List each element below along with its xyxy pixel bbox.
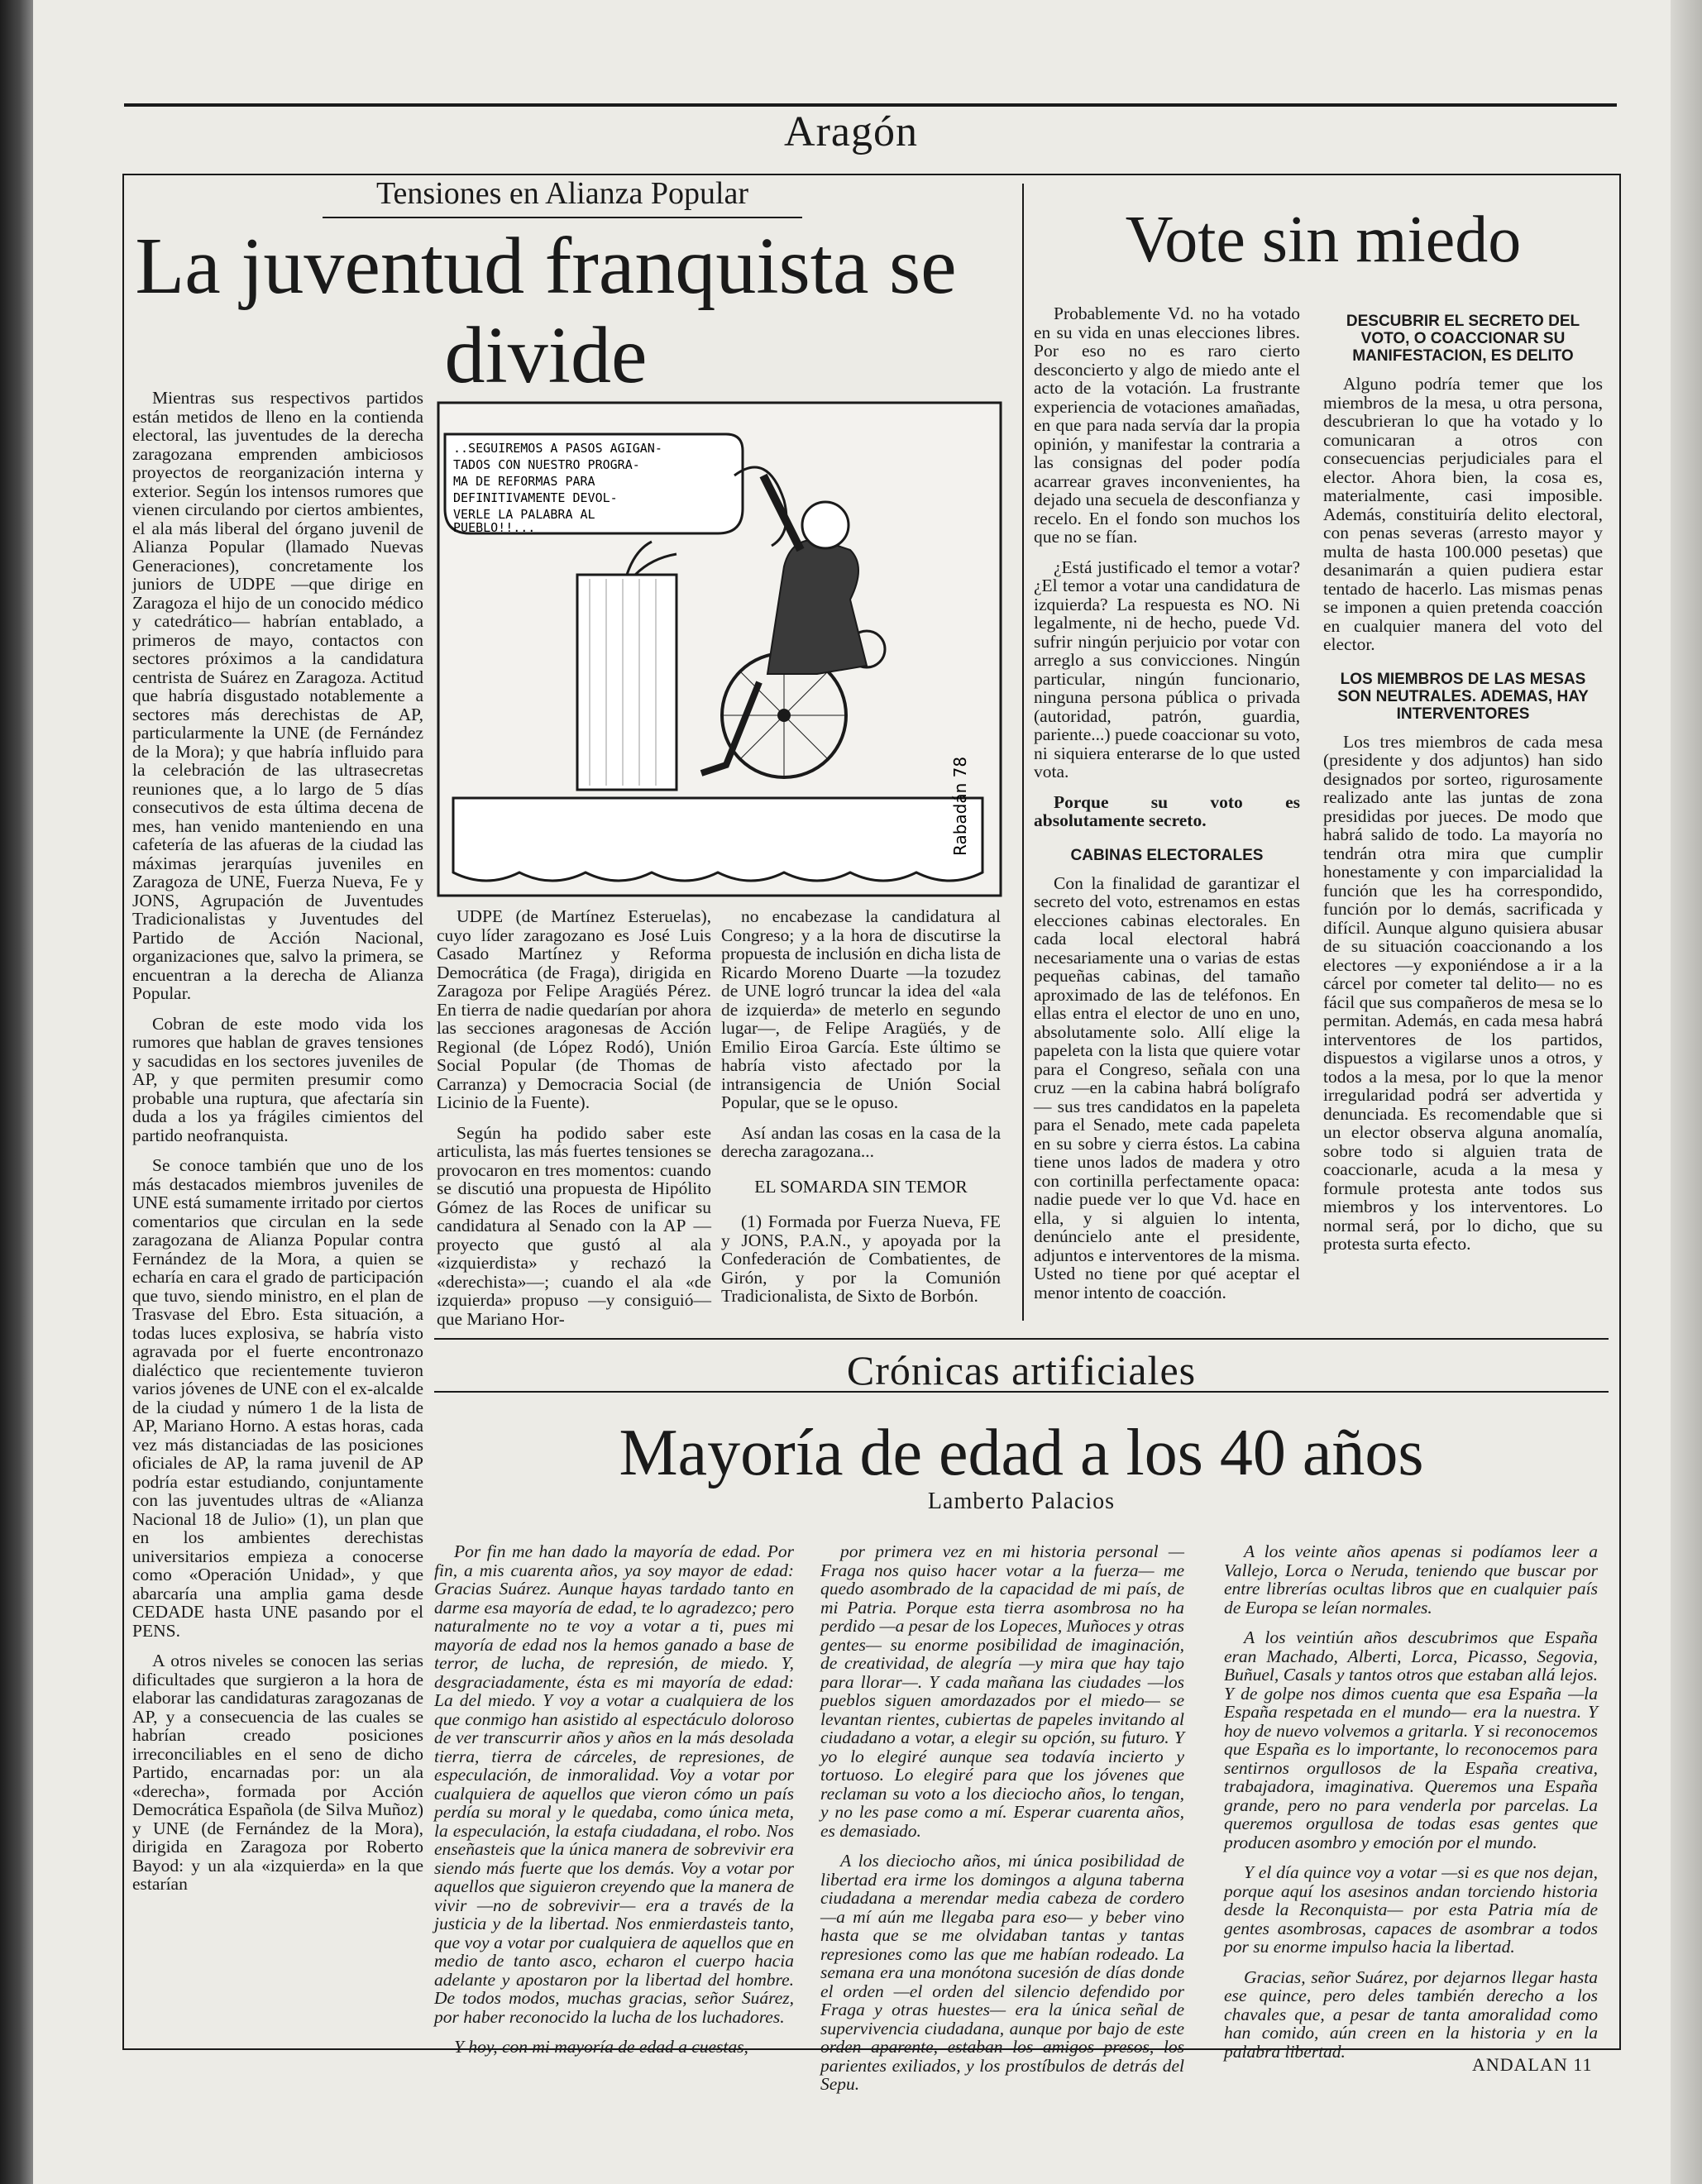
speech-line: TADOS CON NUESTRO PROGRA-: [453, 457, 640, 472]
speech-line: ..SEGUIREMOS A PASOS AGIGAN-: [453, 441, 662, 456]
paragraph: Gracias, señor Suárez, por dejarnos llegar hasta ese quince, pero deles también derecho a los chavales que, a pesar de tanta amoralidad como han comido, aún creen en la historia y en la palabra libertad.: [1224, 1967, 1598, 2062]
paragraph: A los veintiún años descubrimos que España eran Machado, Alberti, Lorca, Picasso, Segovia, Buñuel, Casals y tantos otros que estaban allá lejos. Y de golpe nos dimos cuenta que esa España —la España respetada en el mundo— era la nuestra. Y hoy de nuevo volvemos a gritarla. Y si reconocemos que España es lo importante, lo reconocemos para sentirnos orgullosos de la España creativa, trabajadora, imaginativa. Queremos una España grande, pero no para venderla por parcelas. La queremos orgullosa de todas esas gentes que producen asombro y emoción por el mundo.: [1224, 1627, 1598, 1852]
paragraph: Según ha podido saber este articulista, las más fuertes tensiones se provocaron en tres momentos: cuando se discutió una propuesta de Hipólito Gómez de las Roces de unificar su candidatura al Senado con la AP —proyecto que gustó al ala «izquierdista» y rechazó la «derechista»—; cuando el ala «de izquierda» propuso —y consiguió— que Mariano Hor-: [437, 1122, 711, 1329]
page-edge: [1671, 0, 1702, 2184]
article1-column-1: [132, 389, 423, 1905]
article1-footnote: (1) Formada por Fuerza Nueva, FE y JONS, P.A.N., y apoyada por la Confederación de Combatientes, de Girón, y por la Comunión Tradicionalista, de Sixto de Borbón.: [721, 1211, 1001, 1306]
paragraph: Y hoy, con mi mayoría de edad a cuestas,: [454, 2037, 748, 2057]
speech-line: DEFINITIVAMENTE DEVOL-: [453, 490, 618, 505]
paragraph: Con la finalidad de garantizar el secreto del voto, estrenamos en estas elecciones cabinas electorales. En cada local electoral habrá necesariamente una o varias de estas pequeñas cabinas, del tamaño aproximado de las de teléfonos. En ellas entra el elector de uno en uno, absolutamente solo. Allí elige la papeleta con la lista que quiere votar para el Congreso, señala con una cruz —en la cabina habrá bolígrafo— sus tres candidatos en la papeleta para el Senado, mete cada papeleta en su sobre y cierra éstos. La cabina tiene unos lados de madera y otro con cortinilla perfectamente opaca: nadie puede ver lo que Vd. hace en ella, y si alguien lo intenta, denúncielo ante el presidente, adjuntos e interventores de la misma. Usted no tiene por qué aceptar el menor intento de coacción.: [1034, 872, 1300, 1302]
subheading: CABINAS ELECTORALES: [1070, 846, 1264, 864]
article3-column-1: [434, 1542, 794, 2068]
column-separator: [1022, 184, 1024, 1321]
paragraph: A otros niveles se conocen las serias dificultades que surgieron a la hora de elaborar las candidaturas zaragozanas de AP, y a consecuencia de las cuales se habrían creado posiciones irreconciliables en el seno de dicho Partido, encarnadas por: un ala «derecha», formada por Acción Democrática Española (de Silva Muñoz) y UNE (de Fernández de la Mora), dirigida en Zaragoza por Roberto Bayod: y un ala «izquierda» en la que estarían: [132, 1651, 423, 1894]
paragraph: Y el día quince voy a votar —si es que nos dejan, porque aquí los asesinos andan torciendo historia desde la Reconquista— por esta Patria mía de gentes asombrosas, capaces de asombrar a todos por su enorme impulso hacia la libertad.: [1224, 1862, 1598, 1957]
paragraph: Por fin me han dado la mayoría de edad. Por fin, a mis cuarenta años, ya soy mayor de edad: Gracias Suárez. Aunque hayas tardado tanto en darme esa mayoría de edad, te lo agradezco; pero naturalmente no te voy a votar a ti, pues mi mayoría de edad nos la hemos ganado a base de terror, de lucha, de represión, de miedo. Y, desgraciadamente, ésta es mi mayoría de edad: La del miedo. Y voy a votar a cualquiera de los que conmigo han asistido al espectáculo doloroso de ver transcurrir años y años en la más desolada tierra, tierra de cárceles, de represiones, de especulación, de inmoralidad. Voy a votar por cualquiera de aquellos que vieron cómo un país perdía su moral y le quedaba, como única meta, la especulación, la estafa ciudadana, el robo. Nos enseñasteis que la única manera de sobrevivir era siendo más fuerte que los demás. Voy a votar por aquellos que siguieron creyendo que la manera de vivir —no de sobrevivir— era a través de la justicia y de la libertad. Nos enmierdasteis tanto, que voy a votar por cualquiera de aquellos que en medio de tanto asco, echaron el cuerpo hacia adelante y apostaron por la libertad del hombre. De todos modos, muchas gracias, señor Suárez, por haber reconocido la lucha de los luchadores.: [434, 1541, 794, 2027]
article1-signoff: EL SOMARDA SIN TEMOR: [754, 1176, 968, 1197]
page-footer: ANDALAN 11: [1472, 2054, 1593, 2075]
article2-column-1: [1034, 304, 1300, 1313]
article1-column-2: [437, 907, 711, 1340]
speech-line: VERLE LA PALABRA AL: [453, 507, 595, 522]
binding-edge: [0, 0, 33, 2184]
podium-icon: [577, 575, 676, 790]
paragraph: por primera vez en mi historia personal —Fraga nos quiso hacer votar a la fuerza— me quedo asombrado de la capacidad de mi país, de mi Patria. Porque esta tierra asombrosa no ha perdido —a pesar de los Lopeces, Muñoces y otras gentes— su enorme posibilidad de imaginación, de creatividad, de alegría —y mira que hay tajo para llorar—. Y cada mañana las ciudades —los pueblos siguen amordazados por el miedo— se levantan rientes, cubiertas de papeles invitando al ciudadano a votar, a elegir su opción, su futuro. Y yo lo elegiré aunque sea todavía incierto y tortuoso. Lo elegiré para que los jóvenes que reclaman su voto a los dieciocho años, lo tengan, y no les pase como a mí. Esperar cuarenta años, es demasiado.: [820, 1541, 1184, 1841]
article3-column-2: [820, 1542, 1184, 2105]
subheading: LOS MIEMBROS DE LAS MESAS SON NEUTRALES. ADEMAS, HAY INTERVENTORES: [1337, 670, 1589, 723]
article3-byline: Lamberto Palacios: [927, 1489, 1116, 1514]
paragraph: Se conoce también que uno de los más destacados miembros juveniles de UNE está sumamente irritado por ciertos comentarios que circulan en la sede zaragozana de Alianza Popular contra Fernández de la Mora, a quien se echaría en cara el grado de participación que tuvo, siendo ministro, en el plan de Trasvase del Ebro. Esta situación, a todas luces explosiva, se habría visto agravada por el fuerte encontronazo dialéctico que recientemente tuvieron varios jóvenes de UNE con el ex-alcalde de la ciudad y número 1 de la lista de AP, Mariano Horno. A estas horas, cada vez más distanciadas de las posiciones oficiales de AP, la rama juvenil de AP podría estar estudiando, conjuntamente con las juventudes ultras de «Alianza Nacional 18 de Julio» (1), un plan que en los ambientes derechistas universitarios empieza a conocerse como «Operación Unidad», y que abarcaría una amplia gama desde CEDADE hasta UNE pasando por el PENS.: [132, 1155, 423, 1641]
paragraph: Mientras sus respectivos partidos están metidos de lleno en la contienda electoral, las juventudes de la derecha zaragozana emprenden ambiciosos proyectos de reorganización interna y exterior. Según los intensos rumores que vienen circulando por ciertos ambientes, el ala más liberal del órgano juvenil de Alianza Popular (llamado Nuevas Generaciones), concretamente los juniors de UDPE —que dirige en Zaragoza el hijo de un conocido médico y catedrático— habrían entablado, a primeros de mayo, contactos con sectores próximos a la candidatura centrista de Suárez en Zaragoza. Actitud que habría disgustado notablemente a sectores más derechistas de AP, particularmente la UNE (de Fernández de la Mora); y que habría influido para la celebración de las ultrasecretas reuniones que, a lo largo de 5 días consecutivos de esta última decena de mes, han venido manteniendo en una cafetería de las afueras de la ciudad las máximas jerarquías juveniles en Zaragoza de UNE, Fuerza Nueva, Fe y JONS, Agrupación de Juventudes Tradicionalistas y Juventudes del Partido de Acción Nacional, organizaciones que, salvo la primera, se encuentran a la derecha de Alianza Popular.: [132, 388, 423, 1003]
paragraph: Los tres miembros de cada mesa (presidente y dos adjuntos) han sido designados por sorteo, rigurosamente realizado ante las juntas de zona presididas por jueces. De modo que habrá salido de todo. La mayoría no tendrán otra mira que cumplir honestamente y con imparcialidad la función que les ha correspondido, función por lo demás, sacrificada y difícil. Aunque alguno quisiera abusar de su situación coaccionando a los electores —y exponiéndose a ir a la cárcel por cometer tal delito— no es fácil que sus compañeros de mesa se lo permitan. Además, en cada mesa habrá interventores de los partidos, dispuestos a vigilarse unos a otros, y todos a la mesa, por lo que la menor irregularidad podrá ser advertida y denunciada. Es recomendable que si un elector observa alguna anomalía, sobre todo si alguien trata de coaccionarle, acuda a la mesa y formule protesta ante todos sus miembros y los interventores. Lo normal será, por lo dicho, que su protesta surta efecto.: [1323, 731, 1603, 1254]
cartoon-signature: Rabadán 78: [950, 756, 970, 856]
article1-column-3: [721, 907, 1001, 1317]
paragraph: Alguno podría temer que los miembros de la mesa, u otra persona, descubrieran lo que ha votado y lo comunicaran a otros con consecuencias perjudiciales para el elector. Ahora bien, la cosa es, materialmente, casi imposible. Además, constituiría delito electoral, con penas severas (arresto mayor y multa de hasta 100.000 pesetas) que desanimarán a quien pudiera estar tentado de hacerlo. Las mismas penas se imponen a quien pretenda coacción en cualquier manera del voto del elector.: [1323, 374, 1603, 654]
top-rule: [124, 103, 1617, 107]
paragraph: Así andan las cosas en la casa de la derecha zaragozana...: [721, 1122, 1001, 1161]
paragraph: UDPE (de Martínez Esteruelas), cuyo líder zaragozano es José Luis Casado Martínez y Reforma Democrática (de Fraga), dirigida en Zaragoza por Felipe Aragüés Pérez. En tierra de nadie quedarían por ahora las secciones aragonesas de Acción Regional (de López Rodó), Unión Social Popular (de Thomas de Carranza) y Democracia Social (de Licinio de la Fuente).: [437, 906, 711, 1112]
political-cartoon: [437, 401, 1002, 897]
speech-line: PUEBLO!!...: [453, 520, 536, 535]
article2-headline: Vote sin miedo: [1125, 203, 1522, 276]
paragraph: A los veinte años apenas si podíamos leer a Vallejo, Lorca o Neruda, teniendo que buscar por entre librerías ocultas libros que en cualquier país de Europa se leían normales.: [1224, 1541, 1598, 1618]
paragraph: Cobran de este modo vida los rumores que hablan de graves tensiones y sacudidas en los sectores juveniles de AP, y que permiten presumir como probable una ruptura, que afectaría sin duda a los ya frágiles cimientos del partido neofranquista.: [132, 1013, 423, 1145]
paragraph: Porque su voto es absolutamente secreto.: [1034, 791, 1300, 830]
article3-column-3: [1224, 1542, 1598, 2072]
article1-kicker: Tensiones en Alianza Popular: [323, 175, 802, 218]
article2-column-2: [1323, 313, 1603, 1265]
section-title: Aragón: [784, 108, 918, 155]
article1-headline: La juventud franquista se divide: [135, 222, 957, 400]
stage-curtain-icon: [453, 798, 982, 881]
subheading: DESCUBRIR EL SECRETO DEL VOTO, O COACCIONAR SU MANIFESTACION, ES DELITO: [1346, 313, 1580, 365]
article3-headline: Mayoría de edad a los 40 años: [619, 1417, 1424, 1489]
article3-kicker: Crónicas artificiales: [846, 1347, 1197, 1393]
paragraph: ¿Está justificado el temor a votar? ¿El temor a votar una candidatura de izquierda? La respuesta es NO. Ni legalmente, ni de hecho, puede Vd. sufrir ningún perjuicio por votar con arreglo a sus convicciones. Ningún particular, ningún funcionario, ninguna persona pública o privada (autoridad, patrón, guardia, pariente...) puede coaccionar su voto, ni siquiera enterarse de lo que usted vota.: [1034, 557, 1300, 781]
paragraph: Probablemente Vd. no ha votado en su vida en unas elecciones libres. Por eso no es raro cierto desconcierto y algo de miedo ante el acto de la votación. La frustrante experiencia de votaciones amañadas, en que para nada servía dar la propia opinión, y manifestar la contraria a las consignas del poder podía acarrear graves inconvenientes, ha dejado una secuela de desconfianza y recelo. En el fondo son muchos los que no se fían.: [1034, 303, 1300, 547]
paragraph: no encabezase la candidatura al Congreso; y a la hora de discutirse la propuesta de inclusión en dicha lista de Ricardo Moreno Duarte —la tozudez de UNE logró truncar la idea del «ala de izquierda» de meterlo en segundo lugar—, de Felipe Aragüés, y de Emilio Eiroa García. Este último se habría visto afectado por la intransigencia de Unión Social Popular, que se le opuso.: [721, 906, 1001, 1112]
paragraph: A los dieciocho años, mi única posibilidad de libertad era irme los domingos a alguna taberna ciudadana a merendar media cabeza de cordero —a mí aún me llegaba para eso— y beber vino hasta que se me olvidaban tantas y tantas represiones como las que me habían rodeado. La semana era una monótona sucesión de días donde el orden —el orden del silencio defendido por Fraga y otras huestes— era la única señal de supervivencia ciudadana, aunque por bajo de este orden aparente, estaban los amigos presos, los parientes exiliados, y los prostíbulos de detrás del Sepu.: [820, 1851, 1184, 2094]
speech-line: MA DE REFORMAS PARA: [453, 474, 595, 489]
